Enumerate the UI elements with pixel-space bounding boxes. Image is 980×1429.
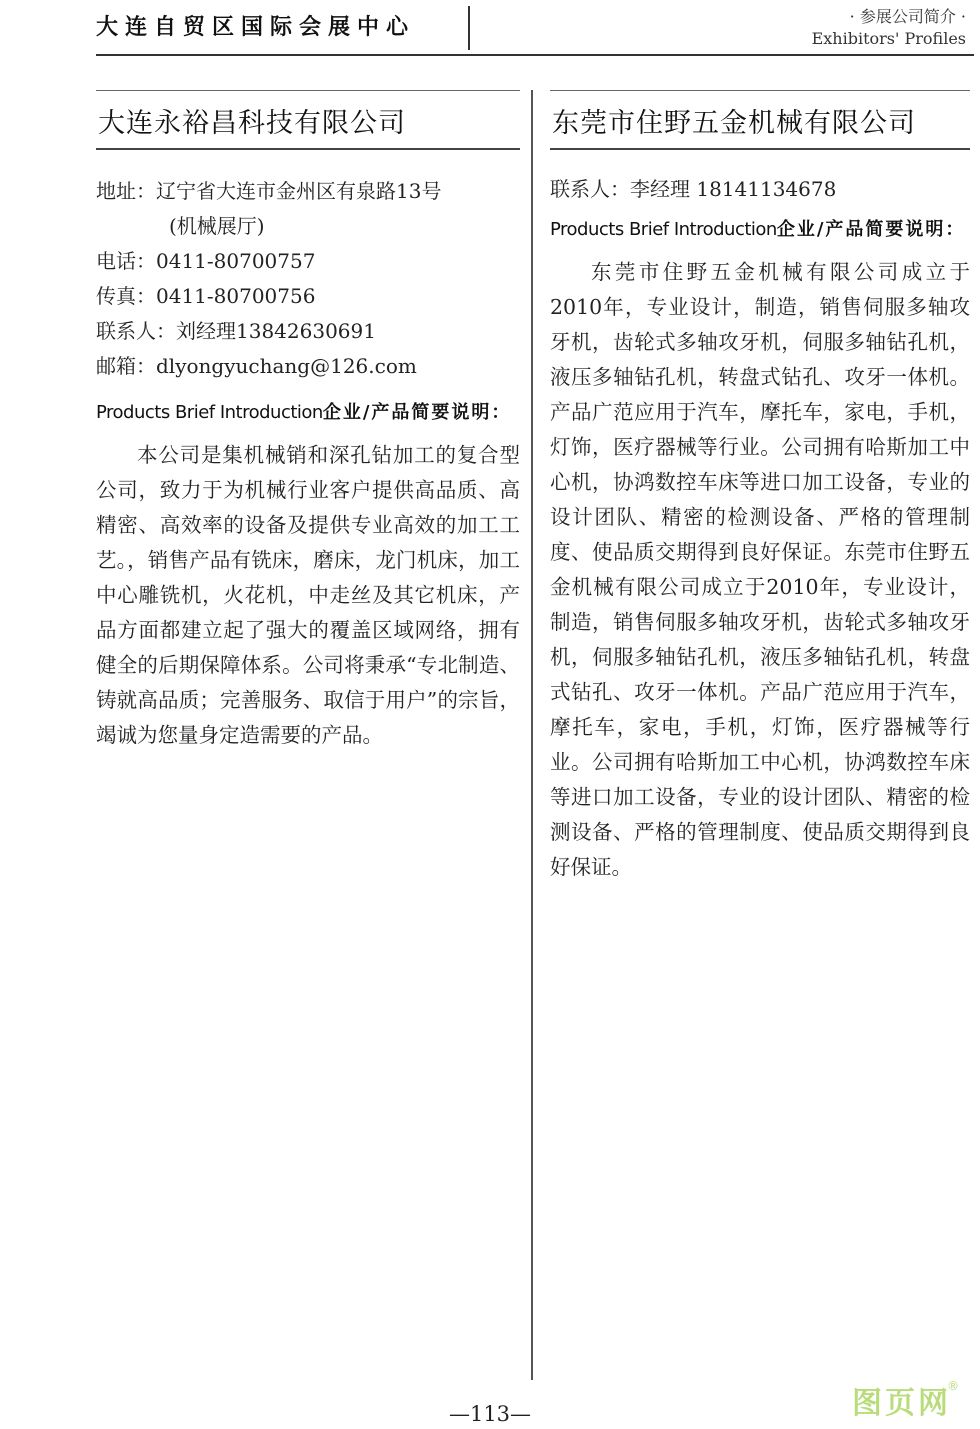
header-section-en: Exhibitors' Profiles bbox=[811, 29, 966, 48]
left-phone: 电话：0411-80700757 bbox=[96, 249, 316, 273]
intro-label-cn: 企业/产品简要说明： bbox=[776, 219, 966, 240]
header-section bbox=[812, 6, 966, 50]
left-address-cont: (机械展厅) bbox=[169, 214, 265, 238]
left-company-column bbox=[96, 90, 520, 753]
column-divider bbox=[531, 90, 533, 1380]
page-number: —113— bbox=[448, 1402, 532, 1426]
right-intro-text: 东莞市住野五金机械有限公司成立于2010年，专业设计，制造，销售伺服多轴攻牙机，齿轮式多轴攻牙机，伺服多轴钻孔机，液压多轴钻孔机，转盘式钻孔、攻牙一体机。产品广范应用于汽车，摩托车，家电，手机，灯饰，医疗器械等行业。公司拥有哈斯加工中心机，协鸿数控车床等进口加工设备，专业的设计团队、精密的检测设备、严格的管理制度、使品质交期得到良好保证。东莞市住野五金机械有限公司成立于2010年，专业设计，制造，销售伺服多轴攻牙机，齿轮式多轴攻牙机，伺服多轴钻孔机，液压多轴钻孔机，转盘式钻孔、攻牙一体机。产品广范应用于汽车，摩托车，家电，手机，灯饰，医疗器械等行业。公司拥有哈斯加工中心机，协鸿数控车床等进口加工设备，专业的设计团队、精密的检测设备、严格的管理制度、使品质交期得到良好保证。 bbox=[550, 260, 970, 879]
left-company-contact-block bbox=[96, 174, 520, 384]
right-intro-label bbox=[550, 215, 970, 241]
intro-label-en: Products Brief Introduction bbox=[96, 402, 323, 423]
left-email: 邮箱：dlyongyuchang@126.com bbox=[96, 354, 417, 378]
intro-label-cn: 企业/产品简要说明： bbox=[322, 402, 512, 423]
header-divider bbox=[96, 54, 974, 56]
address-label: 地址： bbox=[96, 179, 156, 203]
right-company-name: 东莞市住野五金机械有限公司 bbox=[550, 90, 970, 150]
left-company-name: 大连永裕昌科技有限公司 bbox=[96, 90, 520, 150]
intro-label-en: Products Brief Introduction bbox=[550, 219, 777, 240]
header-section-cn: · 参展公司简介 · bbox=[849, 7, 966, 26]
right-contact-person: 联系人：李经理 18141134678 bbox=[550, 177, 837, 201]
watermark-logo bbox=[852, 1378, 962, 1422]
left-fax: 传真：0411-80700756 bbox=[96, 284, 316, 308]
address-line1: 辽宁省大连市金州区有泉路13号 bbox=[156, 179, 442, 203]
left-contact-person: 联系人：刘经理13842630691 bbox=[96, 319, 376, 343]
header-org-name: 大连自贸区国际会展中心 bbox=[96, 6, 470, 50]
left-address bbox=[96, 174, 520, 209]
right-company-contact-block bbox=[550, 172, 970, 207]
left-intro-label bbox=[96, 398, 520, 424]
registered-mark-icon: ® bbox=[947, 1379, 962, 1393]
left-intro-text: 本公司是集机械销和深孔钻加工的复合型公司，致力于为机械行业客户提供高品质、高精密、高效率的设备及提供专业高效的加工工艺。，销售产品有铣床，磨床，龙门机床，加工中心雕铣机，火花机，中走丝及其它机床，产品方面都建立起了强大的覆盖区域网络，拥有健全的后期保障体系。公司将秉承“专北制造、铸就高品质；完善服务、取信于用户”的宗旨，竭诚为您量身定造需要的产品。 bbox=[96, 443, 520, 747]
right-company-column bbox=[550, 90, 970, 885]
watermark-text: 图页网 bbox=[852, 1386, 951, 1421]
